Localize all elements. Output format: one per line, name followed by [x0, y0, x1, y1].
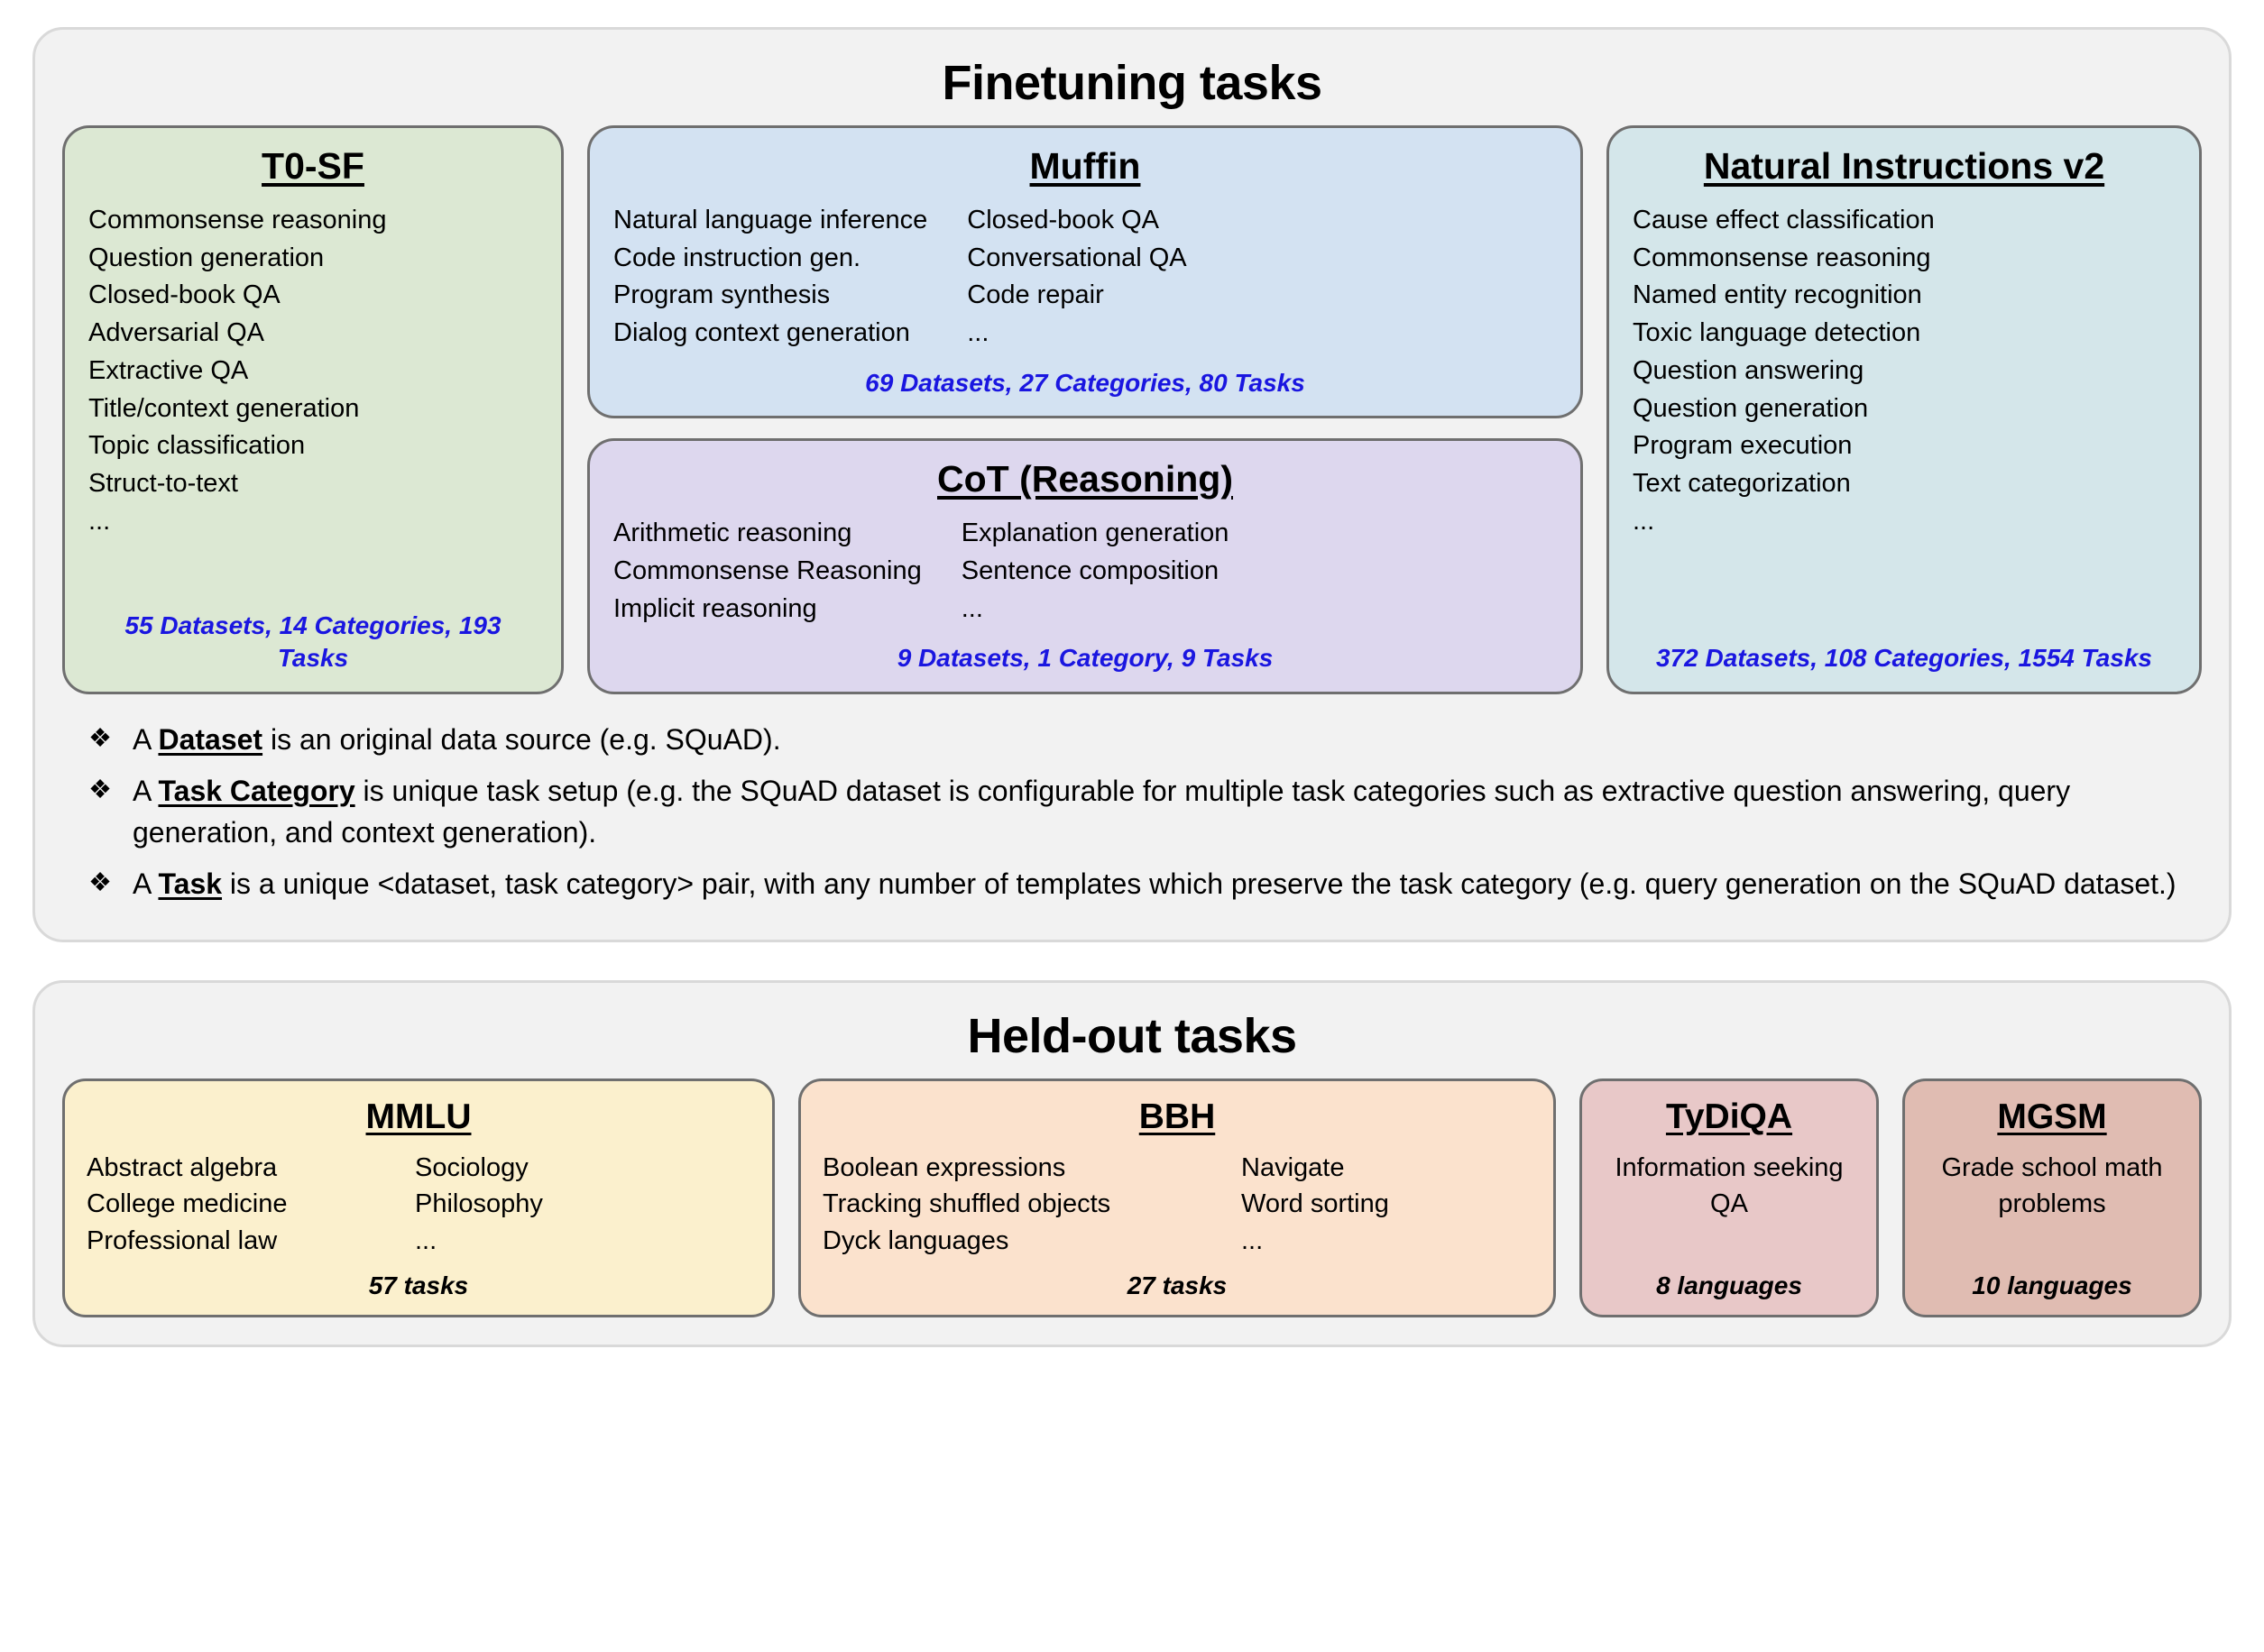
card-muffin-list-left	[613, 202, 927, 353]
card-t0-sf-title: T0-SF	[262, 145, 364, 187]
finetuning-tasks-panel	[32, 27, 2232, 942]
definition-rest: is an original data source (e.g. SQuAD).	[262, 722, 781, 756]
card-mmlu	[62, 1078, 775, 1318]
list-item: Boolean expressions	[823, 1152, 1066, 1182]
middle-column	[587, 125, 1583, 694]
list-item: Implicit reasoning	[613, 593, 817, 623]
list-item: ...	[1241, 1225, 1264, 1255]
list-item: Program synthesis	[613, 280, 831, 310]
list-item: Question generation	[1633, 393, 1869, 423]
definition-prefix: A	[133, 867, 159, 901]
finetuning-card-row	[62, 125, 2202, 694]
held-out-panel-title: Held-out tasks	[967, 1008, 1297, 1063]
card-t0-sf-stat: 55 Datasets, 14 Categories, 193 Tasks	[124, 611, 502, 673]
card-natural-instructions-title: Natural Instructions v2	[1703, 145, 2105, 187]
card-cot-list	[613, 515, 1557, 628]
list-item: Code instruction gen.	[613, 243, 861, 272]
definition-task	[86, 864, 2193, 904]
list-item: ...	[415, 1225, 437, 1255]
list-item: Dyck languages	[823, 1225, 1009, 1255]
list-item: Commonsense reasoning	[1633, 243, 1931, 272]
finetuning-panel-title: Finetuning tasks	[942, 56, 1322, 110]
card-bbh-list-right	[1241, 1150, 1389, 1260]
list-item: ...	[88, 506, 111, 536]
card-mgsm-text: Grade school math problems	[1941, 1152, 2163, 1219]
definition-prefix: A	[133, 722, 159, 756]
card-muffin-title: Muffin	[1029, 145, 1141, 187]
card-cot-list-right	[962, 515, 1229, 628]
list-item: Commonsense Reasoning	[613, 555, 922, 585]
card-t0-sf	[62, 125, 564, 694]
card-muffin-list-right	[967, 202, 1186, 353]
list-item: Code repair	[967, 280, 1104, 310]
list-item: Conversational QA	[967, 243, 1187, 272]
card-mmlu-list-right	[415, 1150, 543, 1260]
card-mmlu-list-left	[87, 1150, 375, 1260]
list-item: Question generation	[88, 243, 325, 272]
list-item: Named entity recognition	[1633, 280, 1922, 310]
list-item: Commonsense reasoning	[88, 205, 387, 234]
card-muffin-list	[613, 202, 1557, 353]
card-mmlu-title: MMLU	[365, 1097, 472, 1136]
list-item: Struct-to-text	[88, 469, 238, 499]
definition-dataset	[86, 720, 2193, 760]
list-item: Sentence composition	[961, 555, 1219, 585]
list-item: Tracking shuffled objects	[823, 1189, 1111, 1219]
list-item: Dialog context generation	[613, 318, 910, 348]
list-item: College medicine	[87, 1189, 288, 1219]
card-mgsm-title: MGSM	[1997, 1097, 2107, 1136]
card-cot-title: CoT (Reasoning)	[937, 458, 1233, 500]
definition-rest: is unique task setup (e.g. the SQuAD dataset is configurable for multiple task categories such as extractive question answering, query generation, and context generation).	[133, 775, 2071, 849]
list-item: Arithmetic reasoning	[613, 519, 852, 548]
list-item: Question answering	[1633, 355, 1864, 385]
list-item: Professional law	[87, 1225, 278, 1255]
list-item: Explanation generation	[961, 519, 1229, 548]
definition-task-category	[86, 771, 2193, 853]
card-bbh-list-left	[823, 1150, 1201, 1260]
card-mgsm-stat: 10 languages	[1972, 1271, 2132, 1300]
definition-task-text	[133, 864, 2193, 904]
list-item: Topic classification	[88, 431, 306, 461]
list-item: Toxic language detection	[1633, 318, 1921, 348]
diamond-bullet-icon: ❖	[88, 868, 112, 898]
list-item: Title/context generation	[88, 393, 360, 423]
card-cot-stat: 9 Datasets, 1 Category, 9 Tasks	[897, 644, 1274, 673]
definition-dataset-text	[133, 720, 2193, 760]
list-item: Abstract algebra	[87, 1152, 278, 1182]
list-item: Philosophy	[415, 1189, 543, 1219]
card-muffin-stat: 69 Datasets, 27 Categories, 80 Tasks	[865, 368, 1305, 397]
definitions-list	[86, 720, 2193, 905]
list-item: Extractive QA	[88, 355, 249, 385]
card-bbh	[798, 1078, 1556, 1318]
card-tydiqa	[1579, 1078, 1879, 1318]
list-item: Cause effect classification	[1633, 205, 1935, 234]
list-item: Sociology	[415, 1152, 529, 1182]
card-natural-instructions-stat: 372 Datasets, 108 Categories, 1554 Tasks	[1656, 644, 2152, 673]
card-tydiqa-title: TyDiQA	[1665, 1097, 1793, 1136]
held-out-card-row	[62, 1078, 2202, 1318]
card-mmlu-list	[87, 1150, 750, 1260]
list-item: ...	[967, 318, 989, 348]
diamond-bullet-icon: ❖	[88, 723, 112, 753]
list-item: Word sorting	[1241, 1189, 1389, 1219]
list-item: Natural language inference	[613, 205, 928, 234]
card-t0-sf-list	[88, 202, 538, 541]
list-item: Closed-book QA	[967, 205, 1160, 234]
list-item: ...	[1633, 506, 1655, 536]
definition-task-category-text	[133, 771, 2193, 853]
card-cot-reasoning	[587, 438, 1583, 694]
definition-term: Task	[158, 867, 223, 901]
card-muffin	[587, 125, 1583, 418]
definition-term: Dataset	[158, 722, 263, 756]
definition-term: Task Category	[158, 775, 355, 808]
card-cot-list-left	[613, 515, 922, 628]
card-tydiqa-stat: 8 languages	[1656, 1271, 1802, 1300]
card-mgsm	[1902, 1078, 2202, 1318]
card-natural-instructions-v2	[1606, 125, 2202, 694]
list-item: Program execution	[1633, 431, 1853, 461]
card-tydiqa-text: Information seeking QA	[1615, 1152, 1844, 1219]
card-natural-instructions-list	[1633, 202, 2176, 541]
list-item: ...	[961, 593, 983, 623]
diamond-bullet-icon: ❖	[88, 776, 112, 805]
list-item: Closed-book QA	[88, 280, 281, 310]
list-item: Navigate	[1241, 1152, 1345, 1182]
card-bbh-title: BBH	[1138, 1097, 1216, 1136]
list-item: Adversarial QA	[88, 318, 265, 348]
card-mmlu-stat: 57 tasks	[368, 1271, 469, 1300]
card-bbh-stat: 27 tasks	[1127, 1271, 1228, 1300]
card-bbh-list	[823, 1150, 1532, 1260]
definition-prefix: A	[133, 775, 159, 808]
definition-rest: is a unique <dataset, task category> pair, with any number of templates which preserve the task category (e.g. query generation on the SQuAD dataset.)	[222, 867, 2177, 901]
list-item: Text categorization	[1633, 469, 1851, 499]
held-out-tasks-panel	[32, 980, 2232, 1348]
